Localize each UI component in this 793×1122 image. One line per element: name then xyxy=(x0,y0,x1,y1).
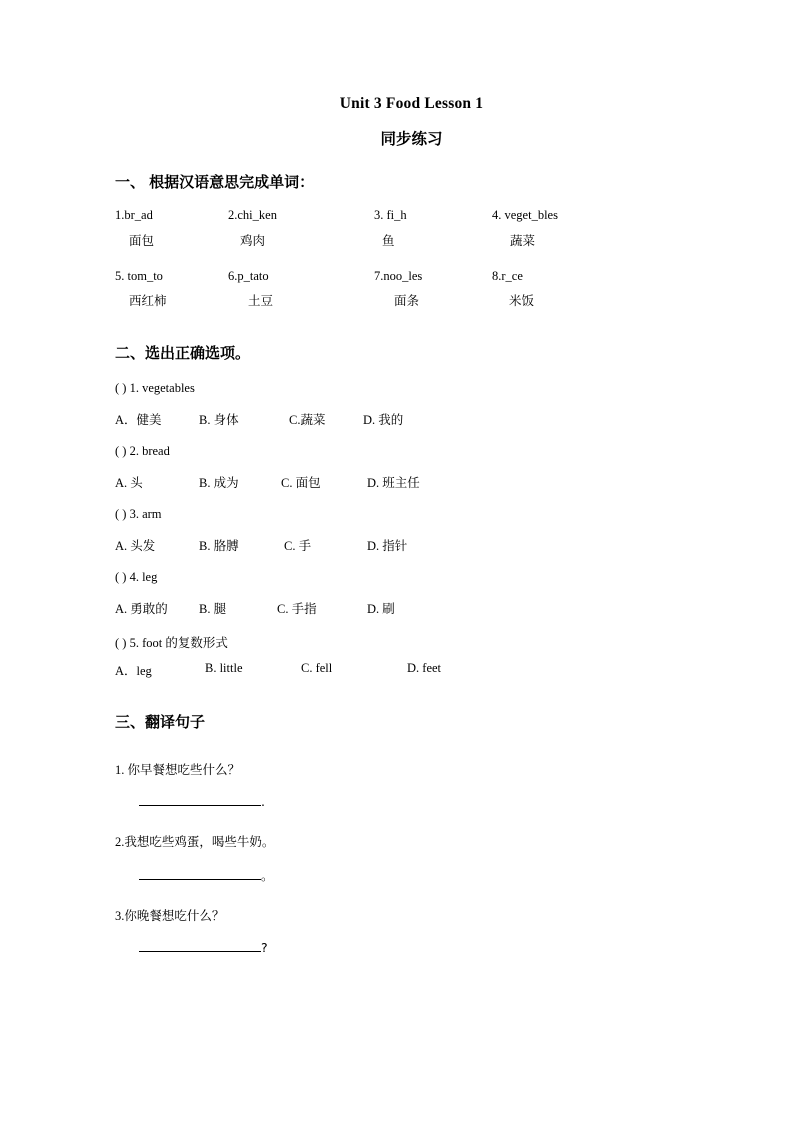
option[interactable]: D. 班主任 xyxy=(367,476,420,490)
option[interactable]: B. 成为 xyxy=(199,476,239,490)
word-meaning: 蔬菜 xyxy=(510,232,536,248)
translation-question: 1. 你早餐想吃些什么？ xyxy=(115,763,241,777)
option[interactable]: D. feet xyxy=(407,661,442,675)
translation-answer-line[interactable] xyxy=(115,940,688,956)
question-options xyxy=(115,410,688,428)
section-heading-1: 一、 根据汉语意思完成单词： xyxy=(115,174,315,191)
question-stem: ( ) 3. arm xyxy=(115,507,162,521)
translation-block xyxy=(115,760,688,956)
answer-punctuation: 。 xyxy=(261,868,274,883)
question-options xyxy=(115,473,688,491)
word-item: 6.p_tato xyxy=(228,268,269,283)
option[interactable]: C. 手指 xyxy=(277,602,317,616)
answer-blank[interactable] xyxy=(139,794,261,806)
word-meaning: 米饭 xyxy=(509,293,535,309)
question-options xyxy=(115,536,688,554)
answer-punctuation: . xyxy=(261,794,265,809)
question-stem: ( ) 2. bread xyxy=(115,444,170,458)
question-options xyxy=(115,661,688,679)
word-item: 5. tom_to xyxy=(115,268,163,283)
word-meaning: 面包 xyxy=(129,232,155,248)
section-heading-3: 三、翻译句子 xyxy=(115,714,206,731)
option[interactable]: C.蔬菜 xyxy=(289,413,326,427)
word-meaning: 面条 xyxy=(394,293,420,309)
word-item: 8.r_ce xyxy=(492,268,523,283)
answer-blank[interactable] xyxy=(139,940,261,952)
option[interactable]: A．leg xyxy=(115,664,152,678)
translation-answer-line[interactable] xyxy=(115,794,688,810)
question-stem: ( ) 4. leg xyxy=(115,570,158,584)
word-meaning-row xyxy=(115,234,688,248)
option[interactable]: A. 头 xyxy=(115,476,143,490)
option[interactable]: B. 腿 xyxy=(199,602,227,616)
translation-question: 3.你晚餐想吃什么？ xyxy=(115,909,225,923)
translation-answer-line[interactable] xyxy=(115,866,688,884)
option[interactable]: C. 手 xyxy=(284,539,312,553)
word-meaning-row xyxy=(115,294,688,308)
word-row xyxy=(115,209,688,223)
option[interactable]: C. 面包 xyxy=(281,476,321,490)
question-stem: ( ) 5. foot 的复数形式 xyxy=(115,636,228,650)
section-heading-2: 二、选出正确选项。 xyxy=(115,345,251,362)
option[interactable]: B. little xyxy=(205,661,243,675)
page-title: Unit 3 Food Lesson 1 xyxy=(339,95,484,112)
word-item: 4. veget_bles xyxy=(492,208,558,222)
option[interactable]: C. fell xyxy=(301,661,333,675)
word-item: 3. fi_h xyxy=(374,208,407,222)
option[interactable]: D. 我的 xyxy=(363,413,404,427)
option[interactable]: A．健美 xyxy=(115,413,162,427)
word-meaning: 鸡肉 xyxy=(240,232,266,248)
option[interactable]: D. 指针 xyxy=(367,539,408,553)
word-item: 7.noo_les xyxy=(374,268,423,283)
word-meaning: 西红柿 xyxy=(129,293,167,309)
word-item: 1.br_ad xyxy=(115,208,153,222)
question-options xyxy=(115,599,688,617)
option[interactable]: A. 勇敢的 xyxy=(115,602,168,616)
word-item: 2.chi_ken xyxy=(228,208,277,222)
option[interactable]: D. 刷 xyxy=(367,602,395,616)
answer-blank[interactable] xyxy=(139,868,261,880)
question-stem: ( ) 1. vegetables xyxy=(115,381,195,395)
option[interactable]: B. 身体 xyxy=(199,413,239,427)
option[interactable]: B. 胳膊 xyxy=(199,539,239,553)
multiple-choice-block xyxy=(115,381,688,679)
word-completion-block xyxy=(115,209,688,308)
word-row xyxy=(115,270,688,284)
answer-punctuation: ? xyxy=(261,940,268,955)
option[interactable]: A. 头发 xyxy=(115,539,156,553)
word-meaning: 土豆 xyxy=(248,293,274,309)
word-meaning: 鱼 xyxy=(382,232,395,248)
translation-question: 2.我想吃些鸡蛋，喝些牛奶。 xyxy=(115,835,275,849)
page-subtitle: 同步练习 xyxy=(380,131,443,148)
